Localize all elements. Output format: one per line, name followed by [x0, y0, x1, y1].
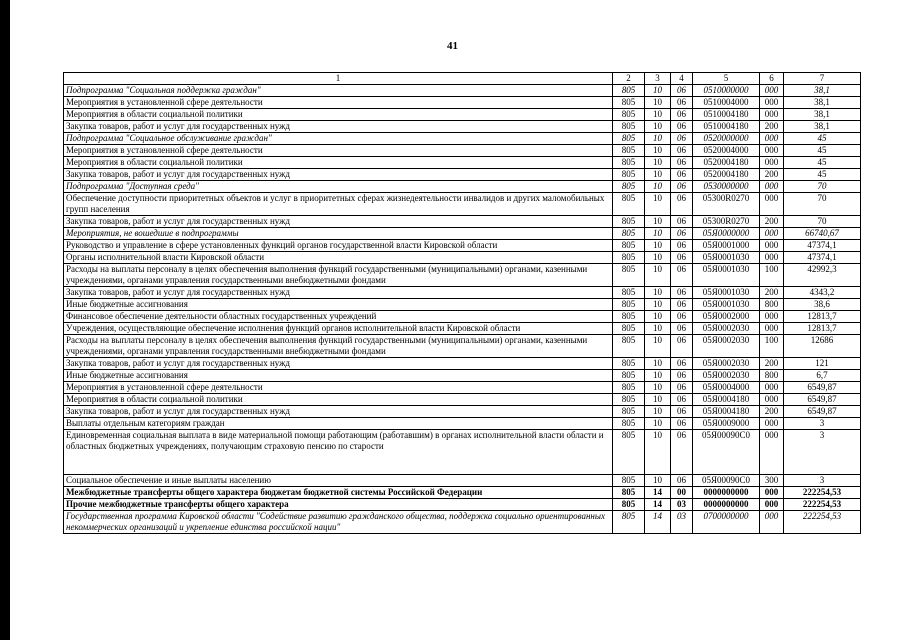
- subsection-code-cell: 06: [671, 193, 693, 216]
- table-row: [64, 181, 861, 193]
- amount-cell: 70: [784, 181, 861, 193]
- amount-cell: 4343,2: [784, 287, 861, 299]
- subsection-code-cell: 06: [671, 430, 693, 475]
- ministry-code-cell: 805: [613, 499, 645, 511]
- section-code-cell: 10: [645, 394, 671, 406]
- subsection-code-cell: 06: [671, 382, 693, 394]
- amount-cell: 66740,67: [784, 228, 861, 240]
- subsection-code-cell: 06: [671, 406, 693, 418]
- table-row: [64, 145, 861, 157]
- section-code-cell: 10: [645, 382, 671, 394]
- target-code-cell: 05Я0009000: [693, 418, 760, 430]
- target-code-cell: 0520004180: [693, 157, 760, 169]
- item-name-cell: Подпрограмма "Социальное обслуживание граждан": [64, 133, 613, 145]
- subsection-code-cell: 06: [671, 264, 693, 287]
- table-row: [64, 311, 861, 323]
- table-row: [64, 193, 861, 216]
- table-row: [64, 430, 861, 475]
- amount-cell: 38,6: [784, 299, 861, 311]
- amount-cell: 3: [784, 418, 861, 430]
- item-name-cell: Обеспечение доступности приоритетных объектов и услуг в приоритетных сферах жизнедеятельности инвалидов и других маломобильных групп населения: [64, 193, 613, 216]
- ministry-code-cell: 805: [613, 216, 645, 228]
- subsection-code-cell: 06: [671, 418, 693, 430]
- subsection-code-cell: 06: [671, 121, 693, 133]
- table-row: [64, 487, 861, 499]
- subsection-code-cell: 06: [671, 109, 693, 121]
- header-cell: 4: [671, 73, 693, 85]
- amount-cell: 3: [784, 475, 861, 487]
- ministry-code-cell: 805: [613, 418, 645, 430]
- table-row: [64, 252, 861, 264]
- target-code-cell: 0000000000: [693, 487, 760, 499]
- target-code-cell: 05Я0002000: [693, 311, 760, 323]
- target-code-cell: 05Я0002030: [693, 323, 760, 335]
- item-name-cell: Расходы на выплаты персоналу в целях обеспечения выполнения функций государственными (муниципальными) органами, казенными учреждениями, органами управления государственными внебюджетными фондами: [64, 264, 613, 287]
- target-code-cell: 05Я0004180: [693, 406, 760, 418]
- section-code-cell: 10: [645, 335, 671, 358]
- page-number: 41: [447, 40, 458, 52]
- expense-type-cell: 000: [760, 97, 784, 109]
- ministry-code-cell: 805: [613, 487, 645, 499]
- section-code-cell: 10: [645, 430, 671, 475]
- expense-type-cell: 200: [760, 406, 784, 418]
- ministry-code-cell: 805: [613, 370, 645, 382]
- subsection-code-cell: 00: [671, 487, 693, 499]
- ministry-code-cell: 805: [613, 382, 645, 394]
- item-name-cell: Подпрограмма "Доступная среда": [64, 181, 613, 193]
- expense-type-cell: 200: [760, 358, 784, 370]
- ministry-code-cell: 805: [613, 193, 645, 216]
- item-name-cell: Мероприятия в области социальной политики: [64, 157, 613, 169]
- expense-type-cell: 000: [760, 430, 784, 475]
- expense-type-cell: 000: [760, 109, 784, 121]
- section-code-cell: 10: [645, 299, 671, 311]
- target-code-cell: 05Я0002030: [693, 335, 760, 358]
- subsection-code-cell: 06: [671, 311, 693, 323]
- ministry-code-cell: 805: [613, 157, 645, 169]
- section-code-cell: 10: [645, 157, 671, 169]
- section-code-cell: 10: [645, 287, 671, 299]
- target-code-cell: 05Я00090С0: [693, 430, 760, 475]
- ministry-code-cell: 805: [613, 430, 645, 475]
- subsection-code-cell: 06: [671, 133, 693, 145]
- expense-type-cell: 000: [760, 323, 784, 335]
- subsection-code-cell: 06: [671, 475, 693, 487]
- item-name-cell: Прочие межбюджетные трансферты общего характера: [64, 499, 613, 511]
- header-cell: 1: [64, 73, 613, 85]
- ministry-code-cell: 805: [613, 394, 645, 406]
- table-row: [64, 97, 861, 109]
- expense-type-cell: 000: [760, 240, 784, 252]
- ministry-code-cell: 805: [613, 169, 645, 181]
- target-code-cell: 0510004180: [693, 109, 760, 121]
- budget-table-body: [64, 73, 861, 534]
- target-code-cell: 0520004000: [693, 145, 760, 157]
- ministry-code-cell: 805: [613, 287, 645, 299]
- item-name-cell: Расходы на выплаты персоналу в целях обеспечения выполнения функций государственными (муниципальными) органами, казенными учреждениями, органами управления государственными внебюджетными фондами: [64, 335, 613, 358]
- section-code-cell: 10: [645, 228, 671, 240]
- expense-type-cell: 000: [760, 193, 784, 216]
- ministry-code-cell: 805: [613, 181, 645, 193]
- target-code-cell: 0530000000: [693, 181, 760, 193]
- table-row: [64, 418, 861, 430]
- subsection-code-cell: 03: [671, 511, 693, 534]
- header-cell: 6: [760, 73, 784, 85]
- table-row: [64, 228, 861, 240]
- amount-cell: 45: [784, 133, 861, 145]
- subsection-code-cell: 06: [671, 252, 693, 264]
- subsection-code-cell: 06: [671, 240, 693, 252]
- amount-cell: 3: [784, 430, 861, 475]
- table-row: [64, 157, 861, 169]
- item-name-cell: Мероприятия в области социальной политики: [64, 394, 613, 406]
- amount-cell: 12813,7: [784, 323, 861, 335]
- header-cell: 5: [693, 73, 760, 85]
- target-code-cell: 05Я0004180: [693, 394, 760, 406]
- amount-cell: 38,1: [784, 109, 861, 121]
- expense-type-cell: 200: [760, 216, 784, 228]
- item-name-cell: Межбюджетные трансферты общего характера бюджетам бюджетной системы Российской Федерации: [64, 487, 613, 499]
- section-code-cell: 10: [645, 181, 671, 193]
- target-code-cell: 05Я0001000: [693, 240, 760, 252]
- amount-cell: 45: [784, 145, 861, 157]
- ministry-code-cell: 805: [613, 145, 645, 157]
- ministry-code-cell: 805: [613, 228, 645, 240]
- subsection-code-cell: 06: [671, 181, 693, 193]
- subsection-code-cell: 06: [671, 299, 693, 311]
- section-code-cell: 10: [645, 216, 671, 228]
- table-row: [64, 264, 861, 287]
- ministry-code-cell: 805: [613, 511, 645, 534]
- ministry-code-cell: 805: [613, 240, 645, 252]
- table-row: [64, 394, 861, 406]
- table-row: [64, 133, 861, 145]
- target-code-cell: 05Я0000000: [693, 228, 760, 240]
- expense-type-cell: 000: [760, 133, 784, 145]
- section-code-cell: 10: [645, 133, 671, 145]
- item-name-cell: Мероприятия в установленной сфере деятельности: [64, 382, 613, 394]
- ministry-code-cell: 805: [613, 85, 645, 97]
- item-name-cell: Мероприятия в области социальной политики: [64, 109, 613, 121]
- item-name-cell: Закупка товаров, работ и услуг для государственных нужд: [64, 358, 613, 370]
- amount-cell: 222254,53: [784, 487, 861, 499]
- table-row: [64, 499, 861, 511]
- table-row: [64, 406, 861, 418]
- amount-cell: 47374,1: [784, 252, 861, 264]
- expense-type-cell: 000: [760, 252, 784, 264]
- amount-cell: 12686: [784, 335, 861, 358]
- target-code-cell: 05Я00090С0: [693, 475, 760, 487]
- section-code-cell: 10: [645, 252, 671, 264]
- ministry-code-cell: 805: [613, 323, 645, 335]
- target-code-cell: 05300R0270: [693, 216, 760, 228]
- section-code-cell: 10: [645, 169, 671, 181]
- item-name-cell: Подпрограмма "Социальная поддержка граждан": [64, 85, 613, 97]
- ministry-code-cell: 805: [613, 133, 645, 145]
- subsection-code-cell: 06: [671, 145, 693, 157]
- subsection-code-cell: 06: [671, 85, 693, 97]
- subsection-code-cell: 06: [671, 157, 693, 169]
- header-cell: 7: [784, 73, 861, 85]
- item-name-cell: Закупка товаров, работ и услуг для государственных нужд: [64, 216, 613, 228]
- expense-type-cell: 000: [760, 418, 784, 430]
- header-cell: 3: [645, 73, 671, 85]
- ministry-code-cell: 805: [613, 475, 645, 487]
- item-name-cell: Руководство и управление в сфере установленных функций органов государственной власти Кировской области: [64, 240, 613, 252]
- section-code-cell: 10: [645, 85, 671, 97]
- section-code-cell: 10: [645, 311, 671, 323]
- amount-cell: 45: [784, 169, 861, 181]
- target-code-cell: 05Я0004000: [693, 382, 760, 394]
- expense-type-cell: 000: [760, 145, 784, 157]
- table-row: [64, 335, 861, 358]
- target-code-cell: 0700000000: [693, 511, 760, 534]
- section-code-cell: 10: [645, 121, 671, 133]
- ministry-code-cell: 805: [613, 121, 645, 133]
- subsection-code-cell: 06: [671, 394, 693, 406]
- item-name-cell: Закупка товаров, работ и услуг для государственных нужд: [64, 121, 613, 133]
- target-code-cell: 0000000000: [693, 499, 760, 511]
- target-code-cell: 0520004180: [693, 169, 760, 181]
- amount-cell: 45: [784, 157, 861, 169]
- subsection-code-cell: 03: [671, 499, 693, 511]
- item-name-cell: Закупка товаров, работ и услуг для государственных нужд: [64, 406, 613, 418]
- expense-type-cell: 000: [760, 181, 784, 193]
- item-name-cell: Единовременная социальная выплата в виде материальной помощи работающим (работавшим) в органах исполнительной власти области и областных бюджетных учреждениях, получающим страховую пенсию по старости: [64, 430, 613, 475]
- item-name-cell: Мероприятия, не вошедшие в подпрограммы: [64, 228, 613, 240]
- target-code-cell: 05Я0002030: [693, 358, 760, 370]
- subsection-code-cell: 06: [671, 323, 693, 335]
- expense-type-cell: 100: [760, 264, 784, 287]
- section-code-cell: 10: [645, 370, 671, 382]
- amount-cell: 38,1: [784, 97, 861, 109]
- section-code-cell: 10: [645, 418, 671, 430]
- amount-cell: 6549,87: [784, 394, 861, 406]
- amount-cell: 222254,53: [784, 499, 861, 511]
- amount-cell: 38,1: [784, 85, 861, 97]
- expense-type-cell: 000: [760, 311, 784, 323]
- expense-type-cell: 200: [760, 121, 784, 133]
- amount-cell: 70: [784, 193, 861, 216]
- budget-table: [63, 72, 861, 534]
- section-code-cell: 14: [645, 511, 671, 534]
- section-code-cell: 10: [645, 193, 671, 216]
- expense-type-cell: 000: [760, 85, 784, 97]
- amount-cell: 38,1: [784, 121, 861, 133]
- amount-cell: 47374,1: [784, 240, 861, 252]
- expense-type-cell: 000: [760, 394, 784, 406]
- amount-cell: 12813,7: [784, 311, 861, 323]
- table-row: [64, 382, 861, 394]
- ministry-code-cell: 805: [613, 252, 645, 264]
- target-code-cell: 05Я0001030: [693, 287, 760, 299]
- expense-type-cell: 800: [760, 370, 784, 382]
- expense-type-cell: 000: [760, 487, 784, 499]
- ministry-code-cell: 805: [613, 299, 645, 311]
- section-code-cell: 10: [645, 97, 671, 109]
- subsection-code-cell: 06: [671, 216, 693, 228]
- expense-type-cell: 200: [760, 287, 784, 299]
- table-row: [64, 475, 861, 487]
- item-name-cell: Финансовое обеспечение деятельности областных государственных учреждений: [64, 311, 613, 323]
- expense-type-cell: 000: [760, 157, 784, 169]
- ministry-code-cell: 805: [613, 358, 645, 370]
- item-name-cell: Мероприятия в установленной сфере деятельности: [64, 97, 613, 109]
- table-row: [64, 323, 861, 335]
- section-code-cell: 10: [645, 323, 671, 335]
- scan-left-edge: [0, 0, 10, 640]
- item-name-cell: Закупка товаров, работ и услуг для государственных нужд: [64, 169, 613, 181]
- section-code-cell: 10: [645, 240, 671, 252]
- expense-type-cell: 200: [760, 169, 784, 181]
- table-row: [64, 169, 861, 181]
- amount-cell: 42992,3: [784, 264, 861, 287]
- item-name-cell: Закупка товаров, работ и услуг для государственных нужд: [64, 287, 613, 299]
- subsection-code-cell: 06: [671, 287, 693, 299]
- target-code-cell: 05Я0001030: [693, 299, 760, 311]
- header-row: [64, 73, 861, 85]
- target-code-cell: 0510004000: [693, 97, 760, 109]
- table-row: [64, 287, 861, 299]
- expense-type-cell: 000: [760, 511, 784, 534]
- item-name-cell: Социальное обеспечение и иные выплаты населению: [64, 475, 613, 487]
- item-name-cell: Государственная программа Кировской области "Содействие развитию гражданского общества, поддержка социально ориентированных некоммерческих организаций и укрепление единства российской нации": [64, 511, 613, 534]
- section-code-cell: 10: [645, 109, 671, 121]
- section-code-cell: 10: [645, 475, 671, 487]
- ministry-code-cell: 805: [613, 264, 645, 287]
- target-code-cell: 0520000000: [693, 133, 760, 145]
- subsection-code-cell: 06: [671, 335, 693, 358]
- subsection-code-cell: 06: [671, 169, 693, 181]
- item-name-cell: Иные бюджетные ассигнования: [64, 370, 613, 382]
- item-name-cell: Иные бюджетные ассигнования: [64, 299, 613, 311]
- amount-cell: 222254,53: [784, 511, 861, 534]
- section-code-cell: 10: [645, 358, 671, 370]
- item-name-cell: Мероприятия в установленной сфере деятельности: [64, 145, 613, 157]
- ministry-code-cell: 805: [613, 335, 645, 358]
- expense-type-cell: 300: [760, 475, 784, 487]
- section-code-cell: 10: [645, 264, 671, 287]
- table-row: [64, 109, 861, 121]
- section-code-cell: 10: [645, 406, 671, 418]
- expense-type-cell: 100: [760, 335, 784, 358]
- subsection-code-cell: 06: [671, 370, 693, 382]
- target-code-cell: 05Я0001030: [693, 252, 760, 264]
- ministry-code-cell: 805: [613, 311, 645, 323]
- expense-type-cell: 800: [760, 299, 784, 311]
- ministry-code-cell: 805: [613, 406, 645, 418]
- header-cell: 2: [613, 73, 645, 85]
- amount-cell: 121: [784, 358, 861, 370]
- table-row: [64, 240, 861, 252]
- item-name-cell: Выплаты отдельным категориям граждан: [64, 418, 613, 430]
- amount-cell: 6549,87: [784, 382, 861, 394]
- table-row: [64, 358, 861, 370]
- table-row: [64, 85, 861, 97]
- target-code-cell: 0510004180: [693, 121, 760, 133]
- expense-type-cell: 000: [760, 499, 784, 511]
- target-code-cell: 0510000000: [693, 85, 760, 97]
- ministry-code-cell: 805: [613, 97, 645, 109]
- table-row: [64, 511, 861, 534]
- target-code-cell: 05Я0002030: [693, 370, 760, 382]
- amount-cell: 6,7: [784, 370, 861, 382]
- item-name-cell: Органы исполнительной власти Кировской области: [64, 252, 613, 264]
- section-code-cell: 14: [645, 499, 671, 511]
- section-code-cell: 10: [645, 145, 671, 157]
- subsection-code-cell: 06: [671, 228, 693, 240]
- ministry-code-cell: 805: [613, 109, 645, 121]
- table-row: [64, 121, 861, 133]
- subsection-code-cell: 06: [671, 97, 693, 109]
- expense-type-cell: 000: [760, 228, 784, 240]
- item-name-cell: Учреждения, осуществляющие обеспечение исполнения функций органов исполнительной власти Кировской области: [64, 323, 613, 335]
- table-row: [64, 299, 861, 311]
- target-code-cell: 05Я0001030: [693, 264, 760, 287]
- table-row: [64, 216, 861, 228]
- amount-cell: 6549,87: [784, 406, 861, 418]
- subsection-code-cell: 06: [671, 358, 693, 370]
- target-code-cell: 05300R0270: [693, 193, 760, 216]
- amount-cell: 70: [784, 216, 861, 228]
- table-row: [64, 370, 861, 382]
- section-code-cell: 14: [645, 487, 671, 499]
- expense-type-cell: 000: [760, 382, 784, 394]
